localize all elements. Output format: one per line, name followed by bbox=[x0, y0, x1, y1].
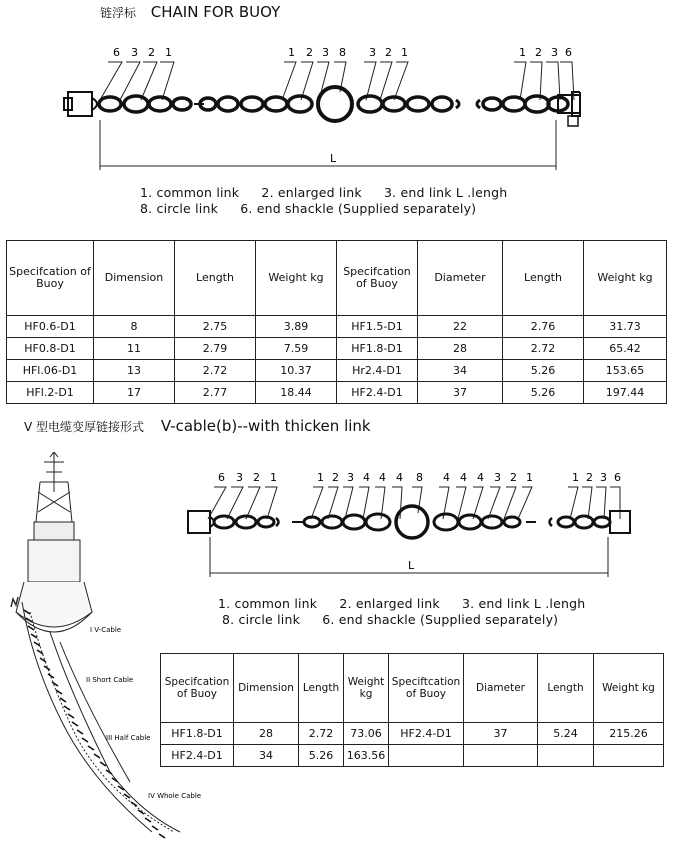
diagram2-middle-number: 2 bbox=[510, 471, 517, 484]
cable-label-half: III Half Cable bbox=[106, 734, 151, 742]
diagram2-left-number: 1 bbox=[270, 471, 277, 484]
diagram2-middle-number: 4 bbox=[396, 471, 403, 484]
diagram1-right-number: 3 bbox=[551, 46, 558, 59]
table-cell: 34 bbox=[234, 745, 299, 767]
table-cell: 2.76 bbox=[503, 316, 584, 338]
table-cell: 18.44 bbox=[256, 382, 337, 404]
diagram1-left-number: 3 bbox=[131, 46, 138, 59]
column-header: Weight kg bbox=[344, 654, 389, 723]
section1-title bbox=[100, 3, 280, 21]
diagram1-middle-number: 2 bbox=[385, 46, 392, 59]
table-cell: 34 bbox=[418, 360, 503, 382]
diagram2-right-number: 6 bbox=[614, 471, 621, 484]
section2-legend-line2 bbox=[222, 612, 576, 627]
table-row bbox=[7, 338, 667, 360]
diagram1-left-number: 2 bbox=[148, 46, 155, 59]
diagram2-right-number: 1 bbox=[572, 471, 579, 484]
column-header: Specifcation of Buoy bbox=[7, 241, 94, 316]
diagram2-left-number: 3 bbox=[236, 471, 243, 484]
diagram1-left-number: 1 bbox=[165, 46, 172, 59]
spec-table-2 bbox=[160, 653, 664, 767]
table-cell: 5.26 bbox=[503, 382, 584, 404]
table-cell: 2.79 bbox=[175, 338, 256, 360]
legend-item: 3. end link L .lengh bbox=[384, 185, 508, 200]
diagram1-middle-number: 1 bbox=[401, 46, 408, 59]
table-cell: 153.65 bbox=[584, 360, 667, 382]
table-row bbox=[7, 382, 667, 404]
table-cell: 5.26 bbox=[299, 745, 344, 767]
section1-title-en: CHAIN FOR BUOY bbox=[150, 3, 281, 21]
chain-diagram-1 bbox=[60, 40, 620, 175]
table-cell: HFl.2-D1 bbox=[7, 382, 94, 404]
table-header-row bbox=[161, 654, 664, 723]
legend-item: 6. end shackle (Supplied separately) bbox=[322, 612, 559, 627]
table-cell: 17 bbox=[94, 382, 175, 404]
table-cell: 10.37 bbox=[256, 360, 337, 382]
table-cell: HF1.5-D1 bbox=[337, 316, 418, 338]
table-cell: 163.56 bbox=[344, 745, 389, 767]
table-cell: HF1.8-D1 bbox=[161, 723, 234, 745]
chain-diagram-2 bbox=[180, 465, 640, 580]
legend-item: 1. common link bbox=[140, 185, 240, 200]
table-cell: HF2.4-D1 bbox=[337, 382, 418, 404]
table-cell: HF0.6-D1 bbox=[7, 316, 94, 338]
table-cell: 215.26 bbox=[594, 723, 664, 745]
table-cell: 65.42 bbox=[584, 338, 667, 360]
column-header: Weight kg bbox=[584, 241, 667, 316]
column-header: Length bbox=[299, 654, 344, 723]
table-cell: 2.72 bbox=[175, 360, 256, 382]
diagram1-middle-number: 2 bbox=[306, 46, 313, 59]
diagram2-left-numbers bbox=[218, 471, 277, 484]
table-cell: 31.73 bbox=[584, 316, 667, 338]
section2-legend-line1 bbox=[218, 596, 603, 611]
table-cell: HF2.4-D1 bbox=[389, 723, 464, 745]
diagram1-right-number: 1 bbox=[519, 46, 526, 59]
diagram2-middle-number: 4 bbox=[477, 471, 484, 484]
table-cell: 28 bbox=[418, 338, 503, 360]
table-cell: 73.06 bbox=[344, 723, 389, 745]
diagram2-middle-number: 4 bbox=[379, 471, 386, 484]
section1-legend-line2 bbox=[140, 201, 494, 216]
cable-label-short: II Short Cable bbox=[86, 676, 134, 684]
legend-item: 1. common link bbox=[218, 596, 318, 611]
diagram1-length-label: L bbox=[330, 152, 337, 165]
table-cell: HF0.8-D1 bbox=[7, 338, 94, 360]
table-cell: HF1.8-D1 bbox=[337, 338, 418, 360]
diagram2-middle-numbers bbox=[317, 471, 533, 484]
diagram2-middle-number: 4 bbox=[363, 471, 370, 484]
column-header: Length bbox=[175, 241, 256, 316]
diagram1-middle-number: 3 bbox=[322, 46, 329, 59]
table-cell: 2.75 bbox=[175, 316, 256, 338]
diagram2-left-number: 2 bbox=[253, 471, 260, 484]
column-header: Specifcation of Buoy bbox=[161, 654, 234, 723]
legend-item: 8. circle link bbox=[140, 201, 219, 216]
table-cell: 5.26 bbox=[503, 360, 584, 382]
section2-title-en: V-cable(b)--with thicken link bbox=[160, 417, 371, 435]
column-header: Weight kg bbox=[256, 241, 337, 316]
table-cell bbox=[389, 745, 464, 767]
diagram2-middle-number: 2 bbox=[332, 471, 339, 484]
section1-title-cn: 链浮标 bbox=[100, 6, 137, 20]
diagram1-right-numbers bbox=[519, 46, 572, 59]
diagram2-middle-number: 8 bbox=[416, 471, 423, 484]
diagram2-middle-number: 4 bbox=[460, 471, 467, 484]
table-cell: 37 bbox=[418, 382, 503, 404]
table-cell: HF2.4-D1 bbox=[161, 745, 234, 767]
diagram1-middle-number: 1 bbox=[288, 46, 295, 59]
diagram2-left-number: 6 bbox=[218, 471, 225, 484]
table-cell bbox=[464, 745, 538, 767]
column-header: Dimension bbox=[234, 654, 299, 723]
table-row bbox=[161, 745, 664, 767]
column-header: Weight kg bbox=[594, 654, 664, 723]
table-cell bbox=[594, 745, 664, 767]
diagram1-middle-numbers bbox=[288, 46, 408, 59]
diagram2-right-number: 3 bbox=[600, 471, 607, 484]
diagram1-left-number: 6 bbox=[113, 46, 120, 59]
legend-item: 6. end shackle (Supplied separately) bbox=[240, 201, 477, 216]
column-header: Length bbox=[538, 654, 594, 723]
column-header: Length bbox=[503, 241, 584, 316]
diagram1-middle-number: 3 bbox=[369, 46, 376, 59]
diagram2-middle-number: 3 bbox=[494, 471, 501, 484]
section1-legend-line1 bbox=[140, 185, 525, 200]
column-header: Specifcation of Buoy bbox=[337, 241, 418, 316]
table-row bbox=[7, 360, 667, 382]
diagram1-left-numbers bbox=[113, 46, 172, 59]
table-cell: 2.72 bbox=[503, 338, 584, 360]
diagram2-middle-number: 1 bbox=[317, 471, 324, 484]
section2-title-cn: V 型电缆变厚链接形式 bbox=[24, 420, 145, 434]
diagram2-chain bbox=[188, 506, 630, 538]
cable-label-v: I V-Cable bbox=[90, 626, 122, 634]
table-cell: 2.77 bbox=[175, 382, 256, 404]
diagram2-length-label: L bbox=[408, 559, 415, 572]
table-row bbox=[7, 316, 667, 338]
diagram1-right-number: 2 bbox=[535, 46, 542, 59]
table-cell: 197.44 bbox=[584, 382, 667, 404]
table-cell: Hr2.4-D1 bbox=[337, 360, 418, 382]
legend-item: 3. end link L .lengh bbox=[462, 596, 586, 611]
table-cell: 8 bbox=[94, 316, 175, 338]
table-cell: 11 bbox=[94, 338, 175, 360]
table-row bbox=[161, 723, 664, 745]
diagram2-right-number: 2 bbox=[586, 471, 593, 484]
diagram2-right-numbers bbox=[572, 471, 621, 484]
table-cell: 7.59 bbox=[256, 338, 337, 360]
legend-item: 8. circle link bbox=[222, 612, 301, 627]
column-header: Diameter bbox=[464, 654, 538, 723]
legend-item: 2. enlarged link bbox=[339, 596, 440, 611]
table-cell: 5.24 bbox=[538, 723, 594, 745]
diagram2-middle-number: 3 bbox=[347, 471, 354, 484]
table-cell: HFl.06-D1 bbox=[7, 360, 94, 382]
table-cell: 3.89 bbox=[256, 316, 337, 338]
diagram1-leaders bbox=[100, 62, 574, 100]
diagram2-leaders bbox=[208, 487, 620, 519]
table-cell: 37 bbox=[464, 723, 538, 745]
diagram1-middle-number: 8 bbox=[339, 46, 346, 59]
column-header: Speciftcation of Buoy bbox=[389, 654, 464, 723]
table-cell: 28 bbox=[234, 723, 299, 745]
cable-label-whole: IV Whole Cable bbox=[148, 792, 202, 800]
column-header: Dimension bbox=[94, 241, 175, 316]
column-header: Diameter bbox=[418, 241, 503, 316]
diagram2-middle-number: 4 bbox=[443, 471, 450, 484]
diagram1-length-line bbox=[100, 120, 556, 170]
table-cell: 13 bbox=[94, 360, 175, 382]
diagram2-middle-number: 1 bbox=[526, 471, 533, 484]
spec-table-1 bbox=[6, 240, 667, 404]
diagram1-right-number: 6 bbox=[565, 46, 572, 59]
legend-item: 2. enlarged link bbox=[261, 185, 362, 200]
diagram1-chain bbox=[64, 87, 580, 126]
table-cell: 2.72 bbox=[299, 723, 344, 745]
table-cell bbox=[538, 745, 594, 767]
section2-title bbox=[24, 417, 371, 435]
table-cell: 22 bbox=[418, 316, 503, 338]
table-header-row bbox=[7, 241, 667, 316]
